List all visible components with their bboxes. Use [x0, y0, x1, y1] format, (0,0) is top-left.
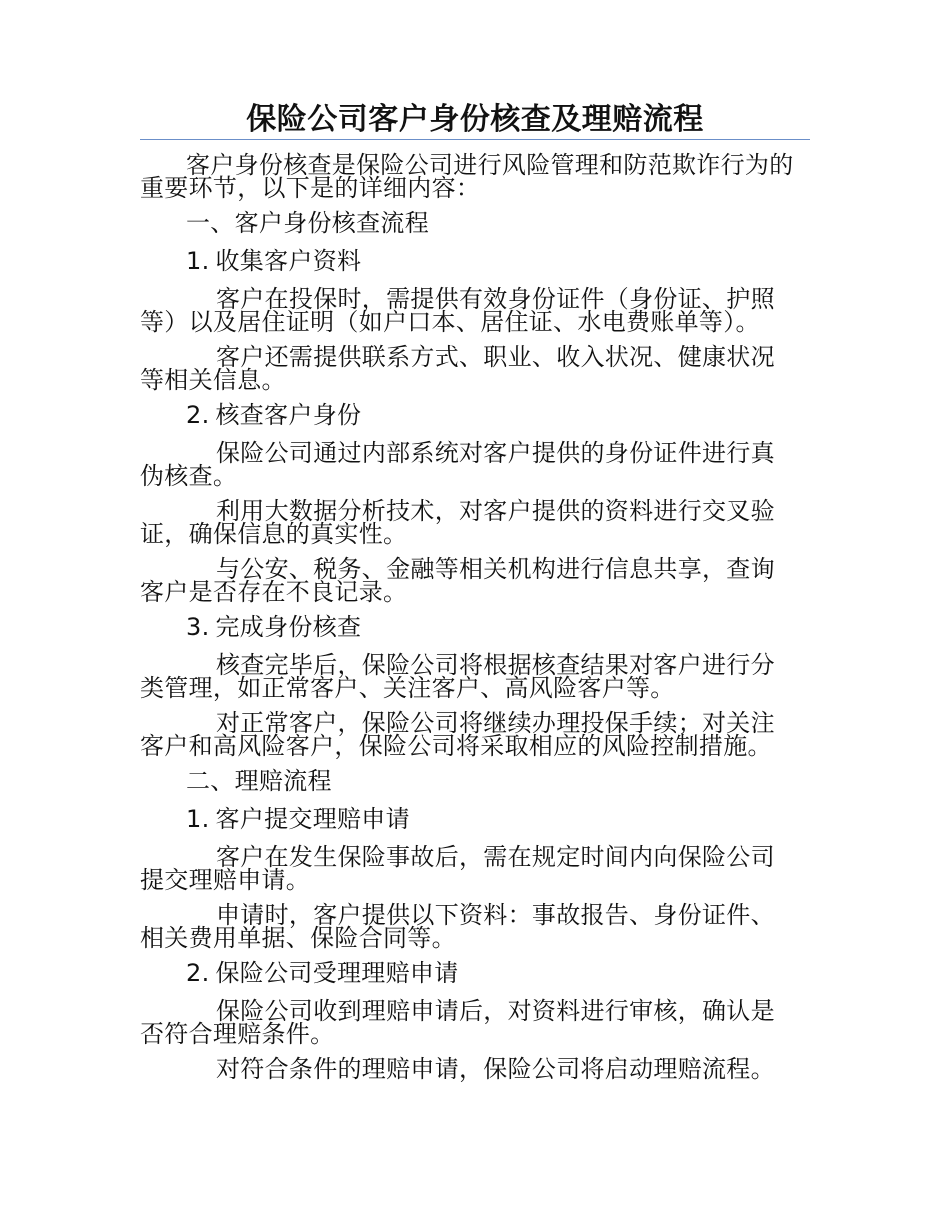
document-body: [140, 151, 810, 1083]
subsection-number: 1.: [186, 247, 210, 275]
body-paragraph: 申请时，客户提供以下资料：事故报告、身份证件、相关费用单据、保险合同等。: [140, 901, 775, 952]
subsection-title: 核查客户身份: [215, 401, 362, 429]
body-paragraph: 对符合条件的理赔申请，保险公司将启动理赔流程。: [216, 1055, 775, 1083]
section-heading-claims-process: 二、理赔流程: [186, 767, 332, 795]
body-paragraph: 利用大数据分析技术，对客户提供的资料进行交叉验证，确保信息的真实性。: [140, 497, 775, 548]
subsection-number: 2.: [186, 401, 210, 429]
body-paragraph: 保险公司收到理赔申请后，对资料进行审核，确认是否符合理赔条件。: [140, 997, 775, 1048]
section-heading-identity-check: 一、客户身份核查流程: [186, 209, 429, 237]
body-paragraph: 客户在发生保险事故后，需在规定时间内向保险公司提交理赔申请。: [140, 843, 775, 894]
subsection-number: 1.: [186, 805, 210, 833]
title-underline: [140, 139, 810, 140]
subsection-title: 保险公司受理理赔申请: [215, 959, 459, 987]
body-paragraph: 与公安、税务、金融等相关机构进行信息共享，查询客户是否存在不良记录。: [140, 555, 775, 606]
subsection-number: 2.: [186, 959, 210, 987]
subsection-title: 客户提交理赔申请: [215, 805, 410, 833]
body-paragraph: 对正常客户，保险公司将继续办理投保手续；对关注客户和高风险客户，保险公司将采取相应的风险控制措施。: [140, 709, 775, 760]
body-paragraph: 客户在投保时，需提供有效身份证件（身份证、护照等）以及居住证明（如户口本、居住证、水电费账单等）。: [140, 285, 775, 336]
body-paragraph: 保险公司通过内部系统对客户提供的身份证件进行真伪核查。: [140, 439, 775, 490]
subsection-title: 收集客户资料: [215, 247, 362, 275]
subsection-title: 完成身份核查: [215, 613, 362, 641]
intro-paragraph: 客户身份核查是保险公司进行风险管理和防范欺诈行为的重要环节，以下是的详细内容：: [140, 151, 794, 202]
subsection-number: 3.: [186, 613, 210, 641]
document-title: 保险公司客户身份核查及理赔流程: [246, 102, 704, 137]
body-paragraph: 核查完毕后，保险公司将根据核查结果对客户进行分类管理，如正常客户、关注客户、高风险客户等。: [140, 651, 775, 702]
subsection-heading-verify-identity: [140, 401, 810, 429]
subsection-heading-submit-claim: [140, 805, 810, 833]
subsection-heading-complete-check: [140, 613, 810, 641]
body-paragraph: 客户还需提供联系方式、职业、收入状况、健康状况等相关信息。: [140, 343, 775, 394]
subsection-heading-collect-info: [140, 247, 810, 275]
subsection-heading-accept-claim: [140, 959, 810, 987]
